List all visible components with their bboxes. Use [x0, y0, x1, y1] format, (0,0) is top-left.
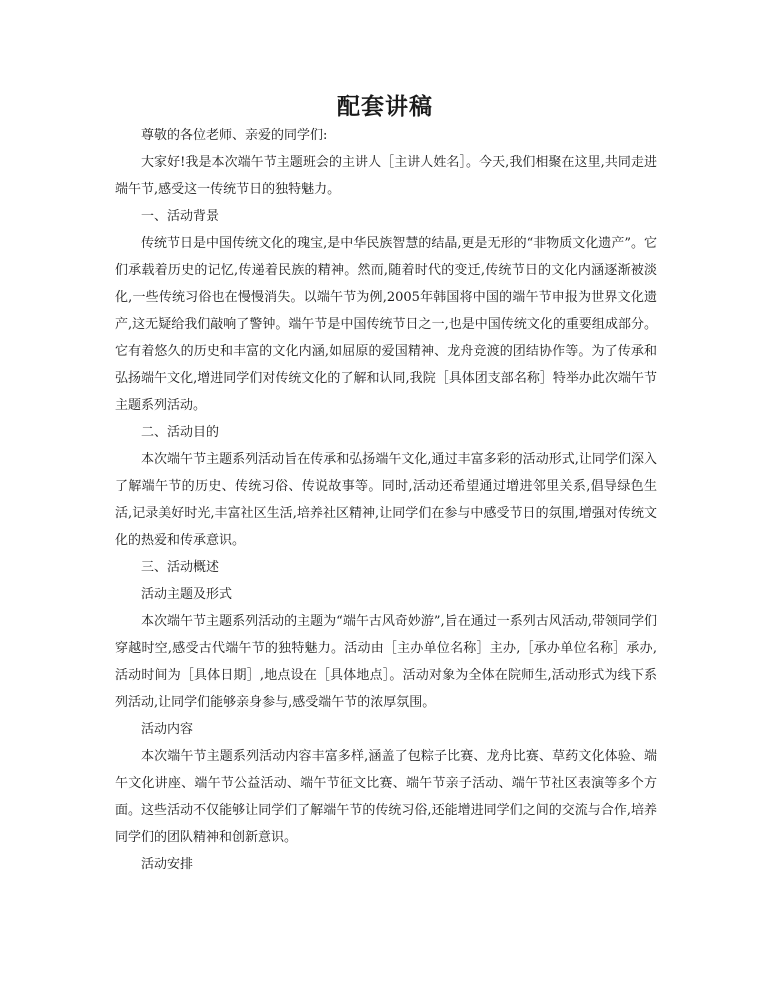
section-heading-purpose: 二、活动目的: [141, 425, 220, 440]
greeting: 尊敬的各位老师、亲爱的同学们:: [141, 128, 328, 143]
document-title: 配套讲稿: [337, 93, 433, 120]
background-paragraph: 传统节日是中国传统文化的瑰宝,是中华民族智慧的结晶,更是无形的“非物质文化遗产”。它们承载着历史的记忆,传递着民族的精神。然而,随着时代的变迁,传统节日的文化内涵逐渐被淡化,一些传统习俗也在慢慢消失。以端午节为例,2005年韩国将中国的端午节申报为世界文化遗产,这无疑给我们敲响了警钟。端午节是中国传统节日之一,也是中国传统文化的重要组成部分。它有着悠久的历史和丰富的文化内涵,如屈原的爱国精神、龙舟竞渡的团结协作等。为了传承和弘扬端午文化,增进同学们对传统文化的了解和认同,我院［具体团支部名称］特举办此次端午节主题系列活动。: [115, 236, 657, 413]
purpose-paragraph: 本次端午节主题系列活动旨在传承和弘扬端午文化,通过丰富多彩的活动形式,让同学们深入了解端午节的历史、传统习俗、传说故事等。同时,活动还希望通过增进邻里关系,倡导绿色生活,记录美好时光,丰富社区生活,培养社区精神,让同学们在参与中感受节日的氛围,增强对传统文化的热爱和传承意识。: [115, 452, 657, 548]
subheading-content: 活动内容: [141, 722, 194, 737]
intro-paragraph: 大家好!我是本次端午节主题班会的主讲人［主讲人姓名］。今天,我们相聚在这里,共同走进端午节,感受这一传统节日的独特魅力。: [115, 155, 657, 197]
subheading-theme-form: 活动主题及形式: [141, 587, 233, 602]
subheading-schedule: 活动安排: [141, 857, 194, 872]
theme-form-paragraph: 本次端午节主题系列活动的主题为“端午古风奇妙游”,旨在通过一系列古风活动,带领同学们穿越时空,感受古代端午节的独特魅力。活动由［主办单位名称］主办,［承办单位名称］承办,活动时间为［具体日期］,地点设在［具体地点］。活动对象为全体在院师生,活动形式为线下系列活动,让同学们能够亲身参与,感受端午节的浓厚氛围。: [115, 614, 657, 710]
document-body: [115, 122, 657, 878]
content-paragraph: 本次端午节主题系列活动内容丰富多样,涵盖了包粽子比赛、龙舟比赛、草药文化体验、端午文化讲座、端午节公益活动、端午节征文比赛、端午节亲子活动、端午节社区表演等多个方面。这些活动不仅能够让同学们了解端午节的传统习俗,还能增进同学们之间的交流与合作,培养同学们的团队精神和创新意识。: [115, 749, 657, 845]
section-heading-overview: 三、活动概述: [141, 560, 220, 575]
section-heading-background: 一、活动背景: [141, 209, 220, 224]
